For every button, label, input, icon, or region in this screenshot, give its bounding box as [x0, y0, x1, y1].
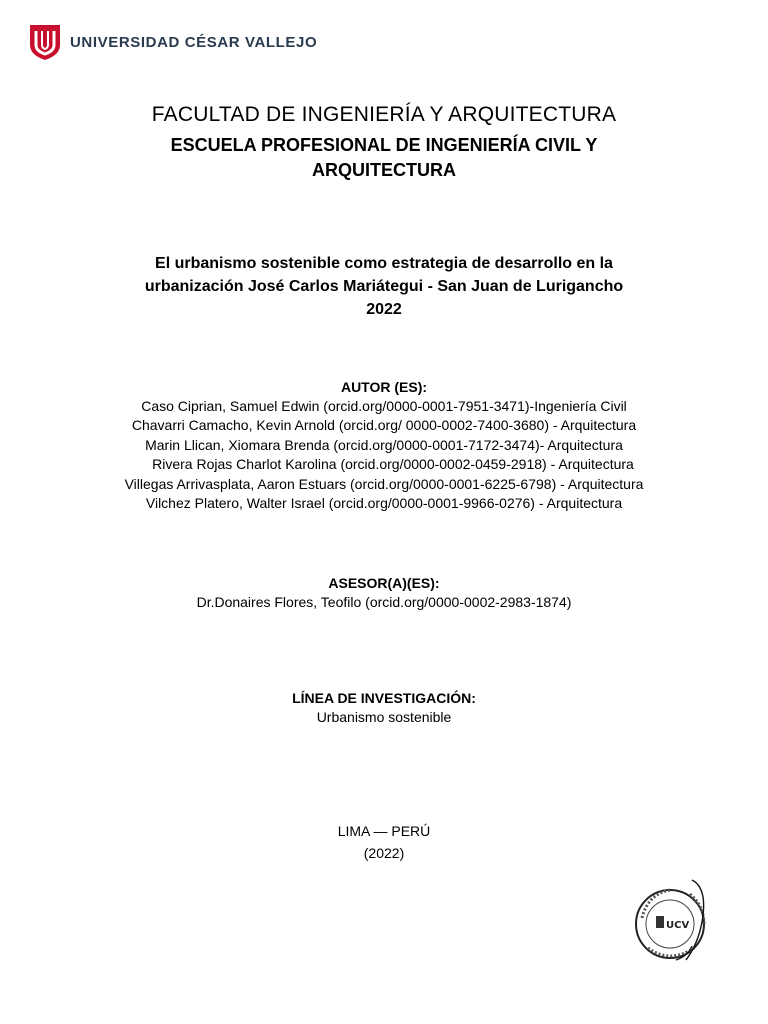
author-entry: Chavarri Camacho, Kevin Arnold (orcid.org/ 0000-0002-7400-3680) - Arquitectura	[131, 417, 637, 434]
authors-heading: AUTOR (ES):	[340, 379, 428, 395]
author-entry: Caso Ciprian, Samuel Edwin (orcid.org/0000-0001-7951-3471)-Ingeniería Civil	[141, 398, 627, 414]
university-name: UNIVERSIDAD CÉSAR VALLEJO	[70, 33, 318, 51]
university-logo	[28, 22, 317, 62]
author-entry: Rivera Rojas Charlot Karolina (orcid.org/0000-0002-0459-2918) - Arquitectura	[152, 456, 634, 473]
advisors-heading: ASESOR(A)(ES):	[328, 575, 440, 591]
research-line-value: Urbanismo sostenible	[316, 709, 452, 725]
author-entry: Villegas Arrivasplata, Aaron Estuars (orcid.org/0000-0001-6225-6798) - Arquitectura	[124, 475, 644, 492]
author-entry: Vilchez Platero, Walter Israel (orcid.org/0000-0001-9966-0276) - Arquitectura	[145, 495, 623, 512]
author-entry: Marin Llican, Xiomara Brenda (orcid.org/0000-0001-7172-3474)- Arquitectura	[145, 436, 623, 453]
authors-section	[0, 378, 768, 513]
thesis-title-line: El urbanismo sostenible como estrategia de desarrollo en la	[155, 255, 613, 272]
research-line-heading: LÍNEA DE INVESTIGACIÓN:	[292, 690, 476, 706]
place-date	[0, 820, 768, 864]
research-line-section	[0, 689, 768, 727]
authors-list	[0, 397, 768, 513]
school-title-line: ESCUELA PROFESIONAL DE INGENIERÍA CIVIL Y	[170, 135, 598, 155]
thesis-title	[0, 252, 768, 321]
advisor-entry: Dr.Donaires Flores, Teofilo (orcid.org/0000-0002-2983-1874)	[196, 594, 572, 610]
advisors-section	[0, 574, 768, 612]
ucv-shield-icon	[28, 23, 62, 61]
thesis-title-line: 2022	[366, 301, 402, 318]
city: LIMA — PERÚ	[337, 823, 431, 839]
advisors-list	[0, 593, 768, 612]
thesis-title-line: urbanización José Carlos Mariátegui - San Juan de Lurigancho	[144, 278, 624, 295]
school-title	[0, 133, 768, 183]
school-title-line: ARQUITECTURA	[312, 160, 456, 180]
year: (2022)	[363, 845, 405, 861]
faculty-title: FACULTAD DE INGENIERÍA Y ARQUITECTURA	[151, 103, 617, 126]
seal-stamp-icon	[628, 872, 718, 968]
stamp-text: UCV	[666, 920, 690, 931]
